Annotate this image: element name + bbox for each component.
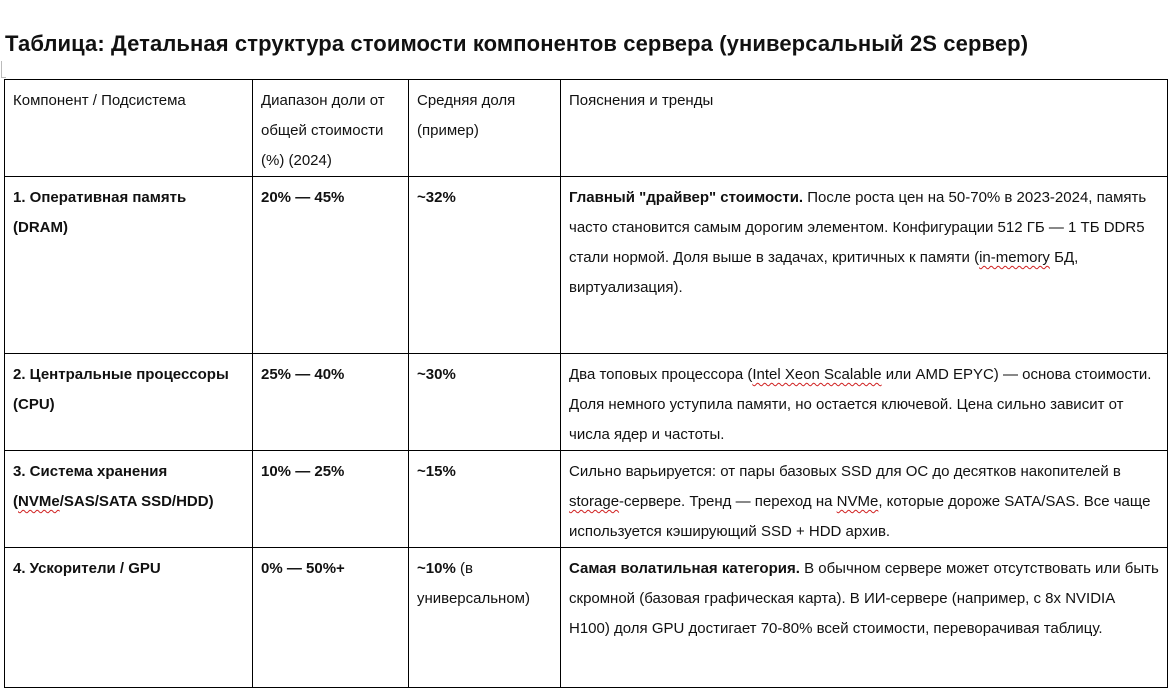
- spellcheck-word: NVMe: [836, 493, 879, 510]
- notes-bold: Главный "драйвер" стоимости.: [569, 189, 804, 206]
- document-title: Таблица: Детальная структура стоимости компонентов сервера (универсальный 2S сервер): [5, 31, 1029, 56]
- spellcheck-word: Intel Xeon Scalable: [752, 366, 882, 383]
- spellcheck-word: in-memory: [979, 249, 1050, 266]
- component-text: 3. Система хранения (: [13, 463, 168, 510]
- table-row: [5, 354, 1168, 451]
- notes-text: -сервере. Тренд — переход на: [619, 493, 837, 510]
- cost-structure-table: [4, 79, 1168, 688]
- notes-text: Сильно варьируется: от пары базовых SSD для ОС до десятков накопителей в: [569, 463, 1121, 480]
- row-notes: [561, 354, 1168, 451]
- header-component: Компонент / Подсистема: [5, 80, 253, 177]
- spellcheck-word: storage: [569, 493, 620, 510]
- header-average: Средняя доля (пример): [409, 80, 561, 177]
- row-average: ~32%: [409, 177, 561, 354]
- row-range: 25% — 40%: [253, 354, 409, 451]
- notes-text: , которые дороже SATA/SAS. Все чаще используется кэширующий SSD + HDD архив.: [569, 493, 1151, 540]
- notes-bold: Самая волатильная категория.: [569, 560, 800, 577]
- row-average: ~15%: [409, 451, 561, 548]
- spellcheck-word: NVMe: [18, 493, 60, 510]
- notes-text: В обычном сервере может отсутствовать или быть скромной (базовая графическая карта). В ИИ-сервере (например, с 8x NVIDIA H100) доля GPU достигает 70-80% всей стоимости, переворачивая таблицу.: [569, 560, 1159, 637]
- row-component: [5, 451, 253, 548]
- row-notes: [561, 548, 1168, 688]
- notes-text: БД, виртуализация).: [569, 249, 1079, 296]
- notes-text: или AMD EPYC) — основа стоимости. Доля немного уступила памяти, но остается ключевой. Цена сильно зависит от числа ядер и частоты.: [569, 366, 1152, 443]
- component-text: /SAS/SATA SSD/HDD): [59, 493, 214, 510]
- header-range: Диапазон доли от общей стоимости (%) (2024): [253, 80, 409, 177]
- table-row: [5, 548, 1168, 688]
- row-range: 0% — 50%+: [253, 548, 409, 688]
- table-header-row: [5, 80, 1168, 177]
- row-notes: [561, 177, 1168, 354]
- row-component: 4. Ускорители / GPU: [5, 548, 253, 688]
- notes-text: После роста цен на 50-70% в 2023-2024, память часто становится самым дорогим элементом. Конфигурации 512 ГБ — 1 ТБ DDR5 стали нормой. Доля выше в задачах, критичных к памяти (: [569, 189, 1147, 266]
- row-component: 1. Оперативная память (DRAM): [5, 177, 253, 354]
- row-notes: [561, 451, 1168, 548]
- row-average: ~30%: [409, 354, 561, 451]
- row-range: 10% — 25%: [253, 451, 409, 548]
- row-average: [409, 548, 561, 688]
- row-range: 20% — 45%: [253, 177, 409, 354]
- table-row: [5, 177, 1168, 354]
- table-row: [5, 451, 1168, 548]
- header-notes: Пояснения и тренды: [561, 80, 1168, 177]
- average-text: (в универсальном): [417, 560, 530, 607]
- row-component: 2. Центральные процессоры (CPU): [5, 354, 253, 451]
- table-move-handle[interactable]: [1, 61, 6, 78]
- average-bold: ~10%: [417, 560, 456, 577]
- notes-text: Два топовых процессора (: [569, 366, 753, 383]
